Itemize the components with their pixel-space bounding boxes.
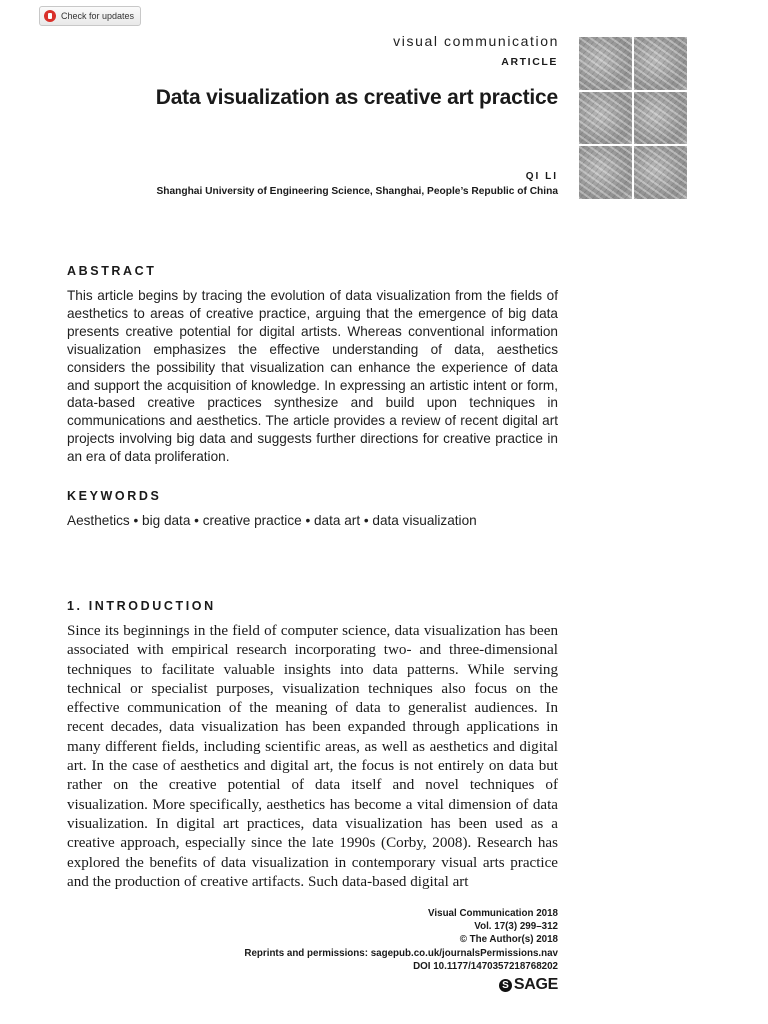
footer-journal-year: Visual Communication 2018	[428, 908, 558, 919]
publisher-name: SAGE	[513, 976, 558, 993]
keywords-list: Aesthetics • big data • creative practice • data art • data visualization	[67, 513, 477, 528]
footer-permissions: Reprints and permissions: sagepub.co.uk/journalsPermissions.nav	[244, 947, 558, 959]
sage-logo-icon: S	[499, 979, 512, 992]
article-title: Data visualization as creative art practice	[155, 86, 558, 109]
abstract-heading: ABSTRACT	[67, 264, 157, 278]
abstract-text: This article begins by tracing the evolution of data visualization from the fields of aesthetics to areas of creative practice, arguing that the emergence of big data presents creative potential for digital artists. Whereas conventional information visualization emphasizes the effective understanding of data, aesthetics considers the possibility that visualization can enhance the experience of data and support the acquisition of knowledge. In expressing an artistic intent or form, data-based creative practices synthesize and build upon techniques in communications and aesthetics. The article provides a review of recent digital art projects involving big data and suggests further directions for creative practice in an era of data proliferation.	[67, 288, 558, 465]
cover-tile	[634, 146, 687, 199]
footer-doi: DOI 10.1177/1470357218768202	[413, 960, 558, 972]
cover-tile	[634, 92, 687, 145]
introduction-heading: 1. INTRODUCTION	[67, 599, 216, 613]
footer-copyright: © The Author(s) 2018	[459, 934, 558, 946]
author-affiliation: Shanghai University of Engineering Science, Shanghai, People’s Republic of China	[156, 186, 558, 197]
footer-volume: Vol. 17(3) 299–312	[474, 921, 558, 933]
keywords-heading: KEYWORDS	[67, 489, 162, 503]
article-type: ARTICLE	[501, 56, 558, 68]
journal-cover-image	[579, 37, 687, 199]
cover-tile	[579, 92, 632, 145]
introduction-text: Since its beginnings in the field of computer science, data visualization has been associated with empirical research incorporating two- and three-dimensional techniques to facilitate valuable insights into data patterns. While serving technical or specialist purposes, visualization techniques also focus on the effective communication of the meaning of data to generalist audiences. In recent decades, data visualization has been expanded through applications in many different fields, including scientific areas, as well as aesthetics and digital art. In the case of aesthetics and digital art, the focus is not entirely on data but rather on the creative potential of data itself and novel techniques of visualization. More specifically, aesthetics has become a vital dimension of data visualization. In digital art practices, data visualization has been used as a creative approach, especially since the late 1990s (Corby, 2008). Research has explored the benefits of data visualization in contemporary visual arts practice and the production of creative artifacts. Such data-based digital art	[67, 623, 558, 890]
journal-name: visual communication	[393, 33, 559, 49]
check-for-updates-button[interactable]	[39, 6, 141, 26]
publisher-logo	[499, 976, 558, 994]
citation-footer	[244, 907, 558, 973]
cover-tile	[579, 37, 632, 90]
author-name: QI LI	[525, 171, 558, 182]
check-for-updates-label: Check for updates	[61, 11, 135, 21]
update-bookmark-icon	[44, 10, 56, 22]
cover-tile	[634, 37, 687, 90]
cover-tile	[579, 146, 632, 199]
